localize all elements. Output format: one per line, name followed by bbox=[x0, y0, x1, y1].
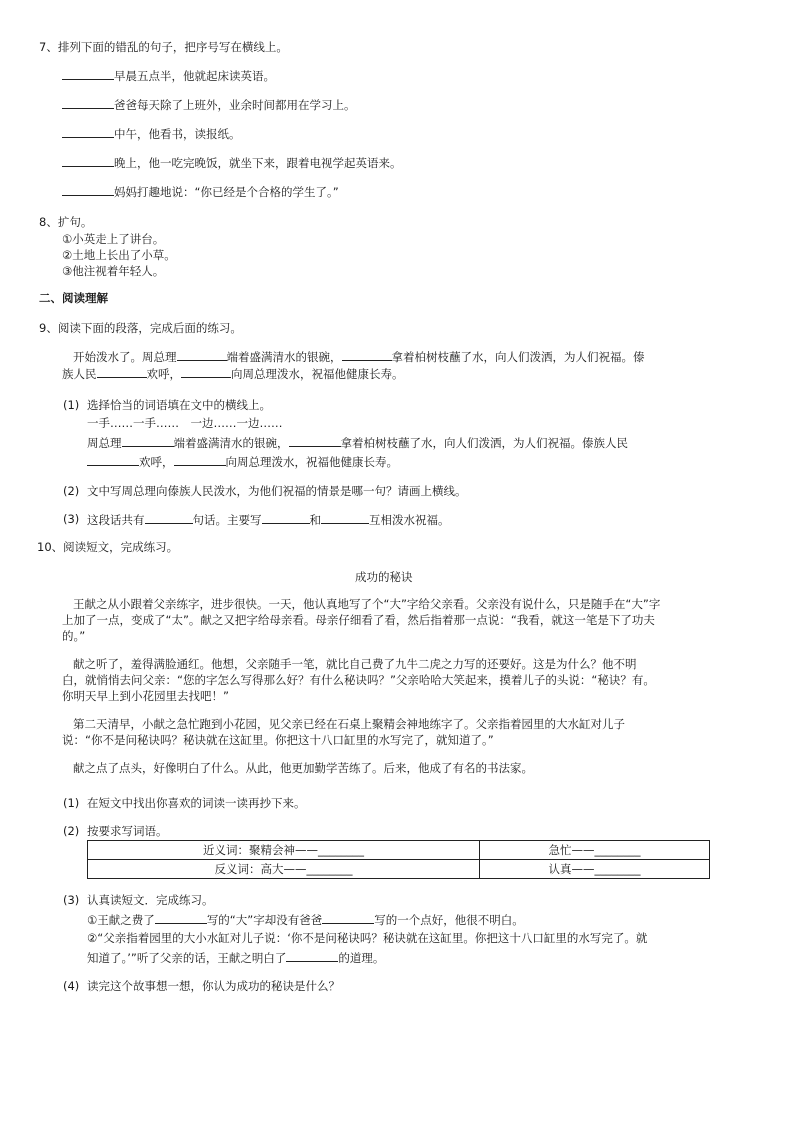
fill-blank[interactable] bbox=[342, 348, 392, 361]
fill-blank[interactable] bbox=[97, 365, 147, 378]
table-row bbox=[88, 860, 710, 879]
answer-blank[interactable] bbox=[62, 67, 114, 80]
sub-question-number: (1) bbox=[63, 796, 80, 810]
sub-question-number: (1) bbox=[63, 398, 80, 412]
fill-blank[interactable] bbox=[181, 365, 231, 378]
fill-blank[interactable] bbox=[322, 911, 374, 924]
sub-question-text: 选择恰当的词语填在文中的横线上。 bbox=[87, 398, 271, 412]
sub-question-text: 在短文中找出你喜欢的词读一读再抄下来。 bbox=[87, 796, 306, 810]
fill-line: 欢呼， 向周总理泼水，祝福他健康长寿。 bbox=[87, 453, 398, 470]
story-line: 你明天早上到小花园里去找吧！” bbox=[62, 689, 229, 703]
fill-blank[interactable] bbox=[289, 434, 341, 447]
section-heading: 二、阅读理解 bbox=[39, 291, 108, 305]
story-line: 王献之从小跟着父亲练字，进步很快。一天，他认真地写了个“大”字给父亲看。父亲没有说什么，只是随手在“大”字 bbox=[73, 597, 661, 611]
fill-blank[interactable] bbox=[286, 949, 338, 962]
sub-question-number: (3) bbox=[63, 512, 80, 526]
sub-question-text: 读完这个故事想一想，你认为成功的秘诀是什么？ bbox=[87, 979, 340, 993]
q9-paragraph-line: 开始泼水了。周总理 端着盛满清水的银碗， 拿着柏树枝蘸了水，向人们泼洒，为人们祝福。傣 bbox=[73, 350, 645, 364]
sub-question-text: 文中写周总理向傣族人民泼水，为他们祝福的情景是哪一句？请画上横线。 bbox=[87, 484, 467, 498]
fill-blank[interactable] bbox=[174, 453, 226, 466]
q7-item: 中午，他看书，读报纸。 bbox=[62, 125, 241, 142]
story-line: 献之点了点头，好像明白了什么。从此，他更加勤学苦练了。后来，他成了有名的书法家。 bbox=[73, 761, 533, 775]
table-cell[interactable]: 认真——________ bbox=[480, 860, 710, 879]
fill-blank[interactable] bbox=[145, 511, 193, 524]
story-line: 的。” bbox=[62, 629, 86, 643]
q8-title: 8、扩句。 bbox=[39, 215, 93, 229]
table-row bbox=[88, 841, 710, 860]
story-line: 上加了一点，变成了“太”。献之又把字给母亲看。母亲仔细看了看，然后指着那一点说：“我看，就这一笔是下了功夫 bbox=[62, 613, 655, 627]
table-cell[interactable]: 急忙——________ bbox=[480, 841, 710, 860]
table-cell[interactable]: 反义词：高大——________ bbox=[88, 860, 480, 879]
story-line: 白，就悄悄去问父亲：“您的字怎么写得那么好？有什么秘诀吗？”父亲哈哈大笑起来，摸着儿子的头说：“秘诀？有。 bbox=[62, 673, 655, 687]
sub-question-number: (2) bbox=[63, 824, 80, 838]
fill-blank[interactable] bbox=[122, 434, 174, 447]
q7-item: 爸爸每天除了上班外，业余时间都用在学习上。 bbox=[62, 96, 356, 113]
word-table bbox=[87, 840, 710, 879]
sub-question-number: (3) bbox=[63, 893, 80, 907]
story-line: 说：“你不是问秘诀吗？秘诀就在这缸里。你把这十八口缸里的水写完了，就知道了。” bbox=[62, 733, 494, 747]
fill-blank[interactable] bbox=[177, 348, 227, 361]
story-line: 献之听了，羞得满脸通红。他想，父亲随手一笔，就比自己费了九牛二虎之力写的还要好。这是为什么？他不明 bbox=[73, 657, 637, 671]
q7-item: 妈妈打趣地说：“你已经是个合格的学生了。” bbox=[62, 183, 339, 200]
fill-line: 知道了。’”听了父亲的话，王献之明白了 的道理。 bbox=[87, 951, 385, 965]
q9-paragraph-line: 族人民 欢呼， 向周总理泼水，祝福他健康长寿。 bbox=[62, 367, 404, 381]
answer-blank[interactable] bbox=[62, 154, 114, 167]
q7-title: 7、排列下面的错乱的句子，把序号写在横线上。 bbox=[39, 40, 288, 54]
fill-line: 周总理 端着盛满清水的银碗， 拿着柏树枝蘸了水，向人们泼洒，为人们祝福。傣族人民 bbox=[87, 436, 628, 450]
sub-question-number: (2) bbox=[63, 484, 80, 498]
sub-question-text: 这段话共有 句话。主要写 和 互相泼水祝福。 bbox=[87, 513, 450, 527]
answer-blank[interactable] bbox=[62, 125, 114, 138]
fill-blank[interactable] bbox=[87, 453, 139, 466]
fill-blank[interactable] bbox=[262, 511, 310, 524]
sub-question-text: 按要求写词语。 bbox=[87, 824, 168, 838]
word-options: 一手……一手…… 一边……一边…… bbox=[87, 416, 283, 430]
sub-question-text: 认真读短文．完成练习。 bbox=[87, 893, 214, 907]
answer-blank[interactable] bbox=[62, 96, 114, 109]
q8-item: ②土地上长出了小草。 bbox=[62, 248, 176, 262]
fill-blank[interactable] bbox=[321, 511, 369, 524]
q8-item: ③他注视着年轻人。 bbox=[62, 264, 165, 278]
sub-question-number: (4) bbox=[63, 979, 80, 993]
q7-item: 早晨五点半，他就起床读英语。 bbox=[62, 67, 275, 84]
story-title: 成功的秘诀 bbox=[355, 570, 413, 584]
fill-line: ②“父亲指着园里的大小水缸对儿子说：‘你不是问秘诀吗？秘诀就在这缸里。你把这十八口缸里的水写完了。就 bbox=[87, 931, 648, 945]
fill-line: ①王献之费了 写的“大”字却没有爸爸 写的一个点好，他很不明白。 bbox=[87, 913, 524, 927]
story-line: 第二天清早，小献之急忙跑到小花园，见父亲已经在石桌上聚精会神地练字了。父亲指着园里的大水缸对儿子 bbox=[73, 717, 625, 731]
q8-item: ①小英走上了讲台。 bbox=[62, 232, 165, 246]
q10-title: 10、阅读短文，完成练习。 bbox=[37, 540, 179, 554]
q7-item: 晚上，他一吃完晚饭，就坐下来，跟着电视学起英语来。 bbox=[62, 154, 402, 171]
table-cell[interactable]: 近义词：聚精会神——________ bbox=[88, 841, 480, 860]
q9-title: 9、阅读下面的段落，完成后面的练习。 bbox=[39, 321, 242, 335]
answer-blank[interactable] bbox=[62, 183, 114, 196]
fill-blank[interactable] bbox=[155, 911, 207, 924]
